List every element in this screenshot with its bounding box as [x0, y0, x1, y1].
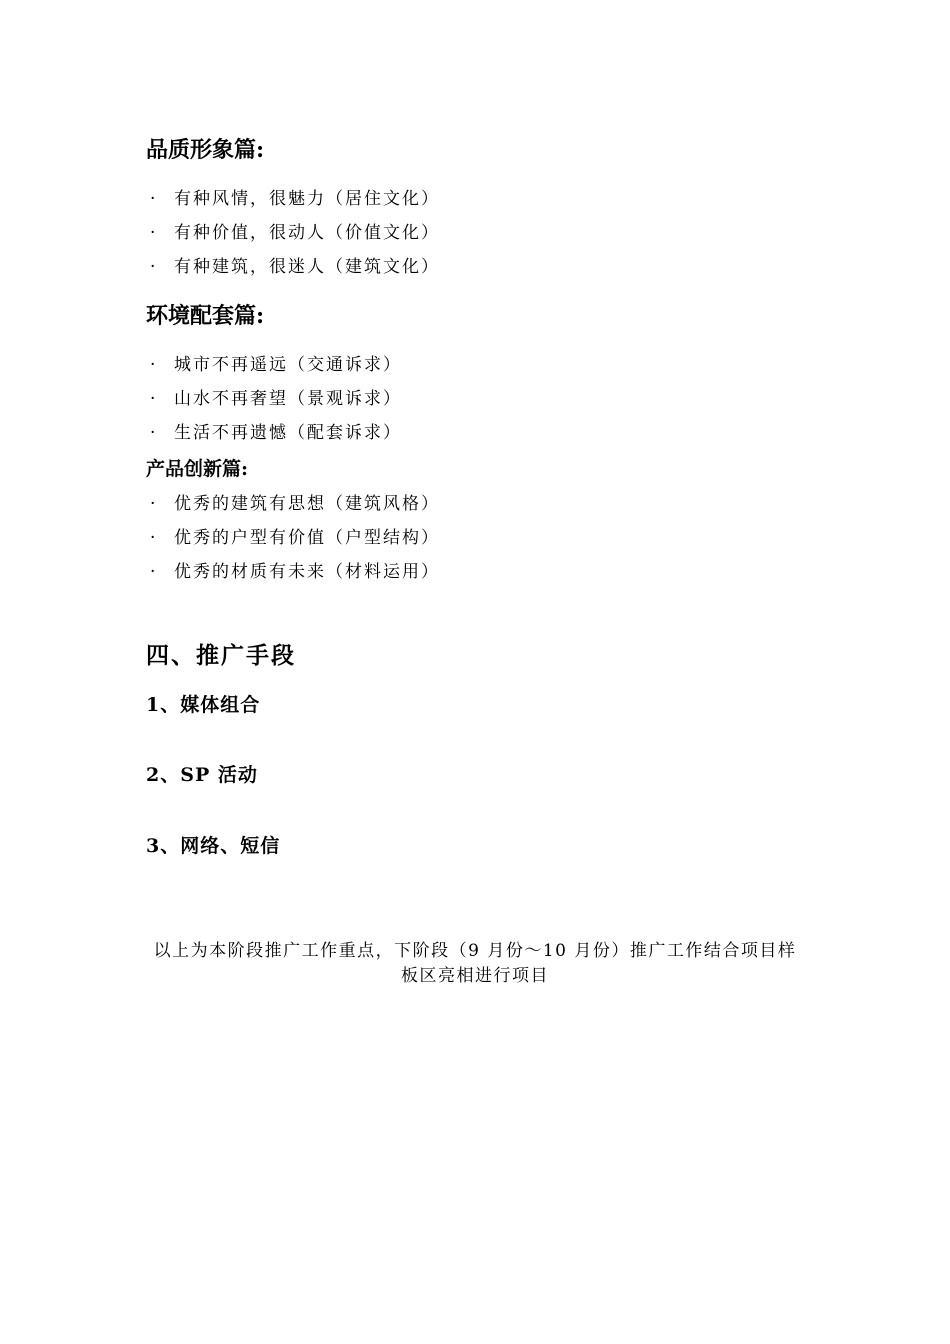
bullet-dot: ·	[150, 494, 158, 514]
section-sub-item: 2、SP 活动	[146, 764, 258, 786]
group-heading-product-innovation: 产品创新篇:	[146, 458, 249, 480]
bullet-dot: ·	[150, 423, 158, 443]
list-item	[150, 354, 402, 376]
bullet-dot: ·	[150, 389, 158, 409]
footer-note-line-2: 板区亮相进行项目	[401, 966, 549, 986]
section-title: 四、推广手段	[146, 642, 296, 669]
section-sub-item: 1、媒体组合	[146, 694, 261, 716]
section-sub-item: 3、网络、短信	[146, 835, 281, 857]
list-item-text: 优秀的材质有未来（材料运用）	[174, 562, 440, 582]
bullet-dot: ·	[150, 257, 158, 277]
list-item	[150, 256, 440, 278]
list-item	[150, 561, 440, 583]
bullet-dot: ·	[150, 355, 158, 375]
footer-note-line-1: 以上为本阶段推广工作重点，下阶段（9 月份～10 月份）推广工作结合项目样	[153, 941, 797, 961]
bullet-dot: ·	[150, 189, 158, 209]
list-item-text: 城市不再遥远（交通诉求）	[174, 355, 402, 375]
list-item	[150, 422, 402, 444]
bullet-dot: ·	[150, 223, 158, 243]
bullet-dot: ·	[150, 528, 158, 548]
list-item-text: 有种价值，很动人（价值文化）	[174, 223, 440, 243]
bullet-dot: ·	[150, 562, 158, 582]
group-heading-environment: 环境配套篇:	[146, 303, 265, 329]
list-item-text: 有种风情，很魅力（居住文化）	[174, 189, 440, 209]
group-heading-quality-image: 品质形象篇:	[146, 137, 265, 163]
list-item	[150, 188, 440, 210]
list-item	[150, 222, 440, 244]
list-item	[150, 493, 440, 515]
list-item-text: 生活不再遗憾（配套诉求）	[174, 423, 402, 443]
list-item-text: 优秀的建筑有思想（建筑风格）	[174, 494, 440, 514]
list-item	[150, 527, 440, 549]
list-item	[150, 388, 402, 410]
list-item-text: 有种建筑，很迷人（建筑文化）	[174, 257, 440, 277]
list-item-text: 优秀的户型有价值（户型结构）	[174, 528, 440, 548]
list-item-text: 山水不再奢望（景观诉求）	[174, 389, 402, 409]
